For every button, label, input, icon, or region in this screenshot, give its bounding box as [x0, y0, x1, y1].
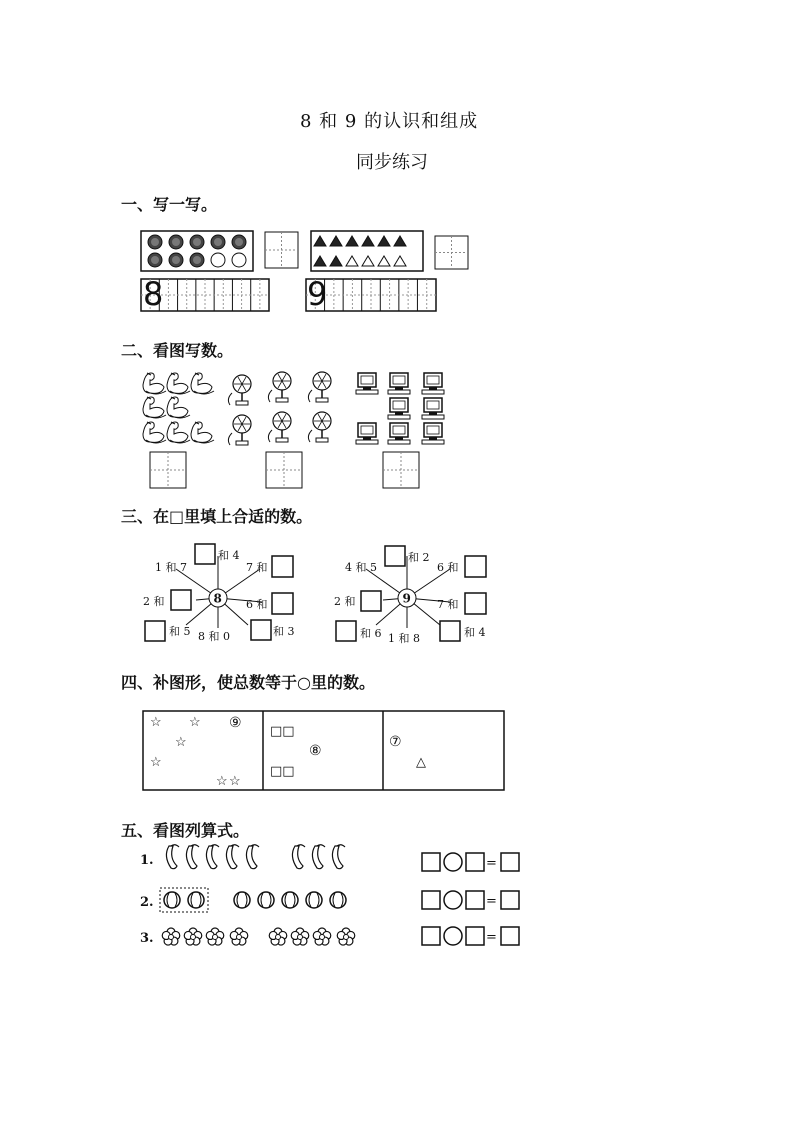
banana-icon	[186, 845, 199, 869]
row-number-3: 3.	[140, 931, 154, 946]
answer-box	[422, 853, 440, 871]
section-1-heading: 一、写一写。	[121, 195, 218, 214]
squares-icon: □□	[270, 724, 295, 739]
answer-box	[422, 891, 440, 909]
label-6-and: 6 和	[437, 561, 459, 574]
flower-icon	[162, 928, 180, 945]
label-and-3: 和 3	[273, 625, 295, 638]
target-9: ⑨	[229, 715, 242, 731]
flower-row	[162, 928, 355, 945]
operator-circle	[444, 891, 462, 909]
operator-circle	[444, 927, 462, 945]
section-3-heading: 三、在□里填上合适的数。	[121, 507, 313, 526]
ball-icon	[282, 892, 298, 908]
label-7-and: 7 和	[437, 598, 459, 611]
flower-icon	[313, 928, 331, 945]
row-number-2: 2.	[140, 895, 154, 910]
banana-icon	[166, 845, 179, 869]
section-5-heading: 五、看图列算式。	[121, 821, 250, 840]
banana-icon	[226, 845, 239, 869]
banana-icon	[312, 845, 325, 869]
flower-icon	[230, 928, 248, 945]
equation-row[interactable]	[422, 927, 519, 945]
ball-icon	[188, 892, 204, 908]
operator-circle	[444, 853, 462, 871]
center-number-8: 8	[213, 591, 222, 606]
equals-sign: =	[486, 856, 497, 871]
star-icon: ☆	[150, 755, 162, 770]
page-subtitle: 同步练习	[356, 152, 428, 173]
label-4-and-5: 4 和 5	[345, 561, 377, 574]
ball-icon	[234, 892, 250, 908]
center-number-9: 9	[402, 591, 411, 606]
star-icon: ☆	[150, 715, 162, 730]
ball-icon	[164, 892, 180, 908]
label-and-2: 和 2	[408, 551, 430, 564]
label-and-6: 和 6	[360, 627, 382, 640]
flower-icon	[291, 928, 309, 945]
label-and-4: 和 4	[218, 549, 240, 562]
banana-icon	[292, 845, 305, 869]
flower-icon	[269, 928, 287, 945]
trace-digit-9: 9	[307, 275, 328, 313]
answer-box	[422, 927, 440, 945]
target-8: ⑧	[309, 743, 322, 759]
answer-box	[501, 853, 519, 871]
ball-row	[164, 892, 346, 908]
answer-box	[501, 891, 519, 909]
label-and-4: 和 4	[464, 626, 486, 639]
row-number-1: 1.	[140, 853, 154, 868]
answer-box	[466, 891, 484, 909]
label-7-and: 7 和	[246, 561, 268, 574]
page-title: 8 和 9 的认识和组成	[300, 111, 479, 132]
target-7: ⑦	[389, 734, 402, 750]
label-2-and: 2 和	[143, 595, 165, 608]
flower-icon	[184, 928, 202, 945]
answer-box	[466, 927, 484, 945]
equation-row[interactable]	[422, 891, 519, 909]
star-icon: ☆	[189, 715, 201, 730]
trace-digit-8: 8	[143, 275, 164, 313]
equals-sign: =	[486, 894, 497, 909]
label-1-and-8: 1 和 8	[388, 632, 420, 645]
banana-row	[166, 845, 345, 869]
section-4-heading: 四、补图形，使总数等于○里的数。	[121, 673, 375, 692]
label-2-and: 2 和	[334, 595, 356, 608]
label-and-5: 和 5	[169, 625, 191, 638]
ball-icon	[258, 892, 274, 908]
label-6-and: 6 和	[246, 598, 268, 611]
answer-box	[501, 927, 519, 945]
banana-icon	[332, 845, 345, 869]
label-8-and-0: 8 和 0	[198, 630, 230, 643]
section-2-heading: 二、看图写数。	[121, 341, 234, 360]
equals-sign: =	[486, 930, 497, 945]
ball-icon	[306, 892, 322, 908]
label-1-and-7: 1 和 7	[155, 561, 187, 574]
ball-icon	[330, 892, 346, 908]
star-icon: ☆	[175, 735, 187, 750]
squares-icon: □□	[270, 764, 295, 779]
answer-box	[466, 853, 484, 871]
banana-icon	[246, 845, 259, 869]
flower-icon	[206, 928, 224, 945]
equation-row[interactable]	[422, 853, 519, 871]
banana-icon	[206, 845, 219, 869]
star-icon: ☆	[229, 774, 241, 789]
star-icon: ☆	[216, 774, 228, 789]
flower-icon	[337, 928, 355, 945]
triangle-icon: △	[416, 755, 426, 770]
